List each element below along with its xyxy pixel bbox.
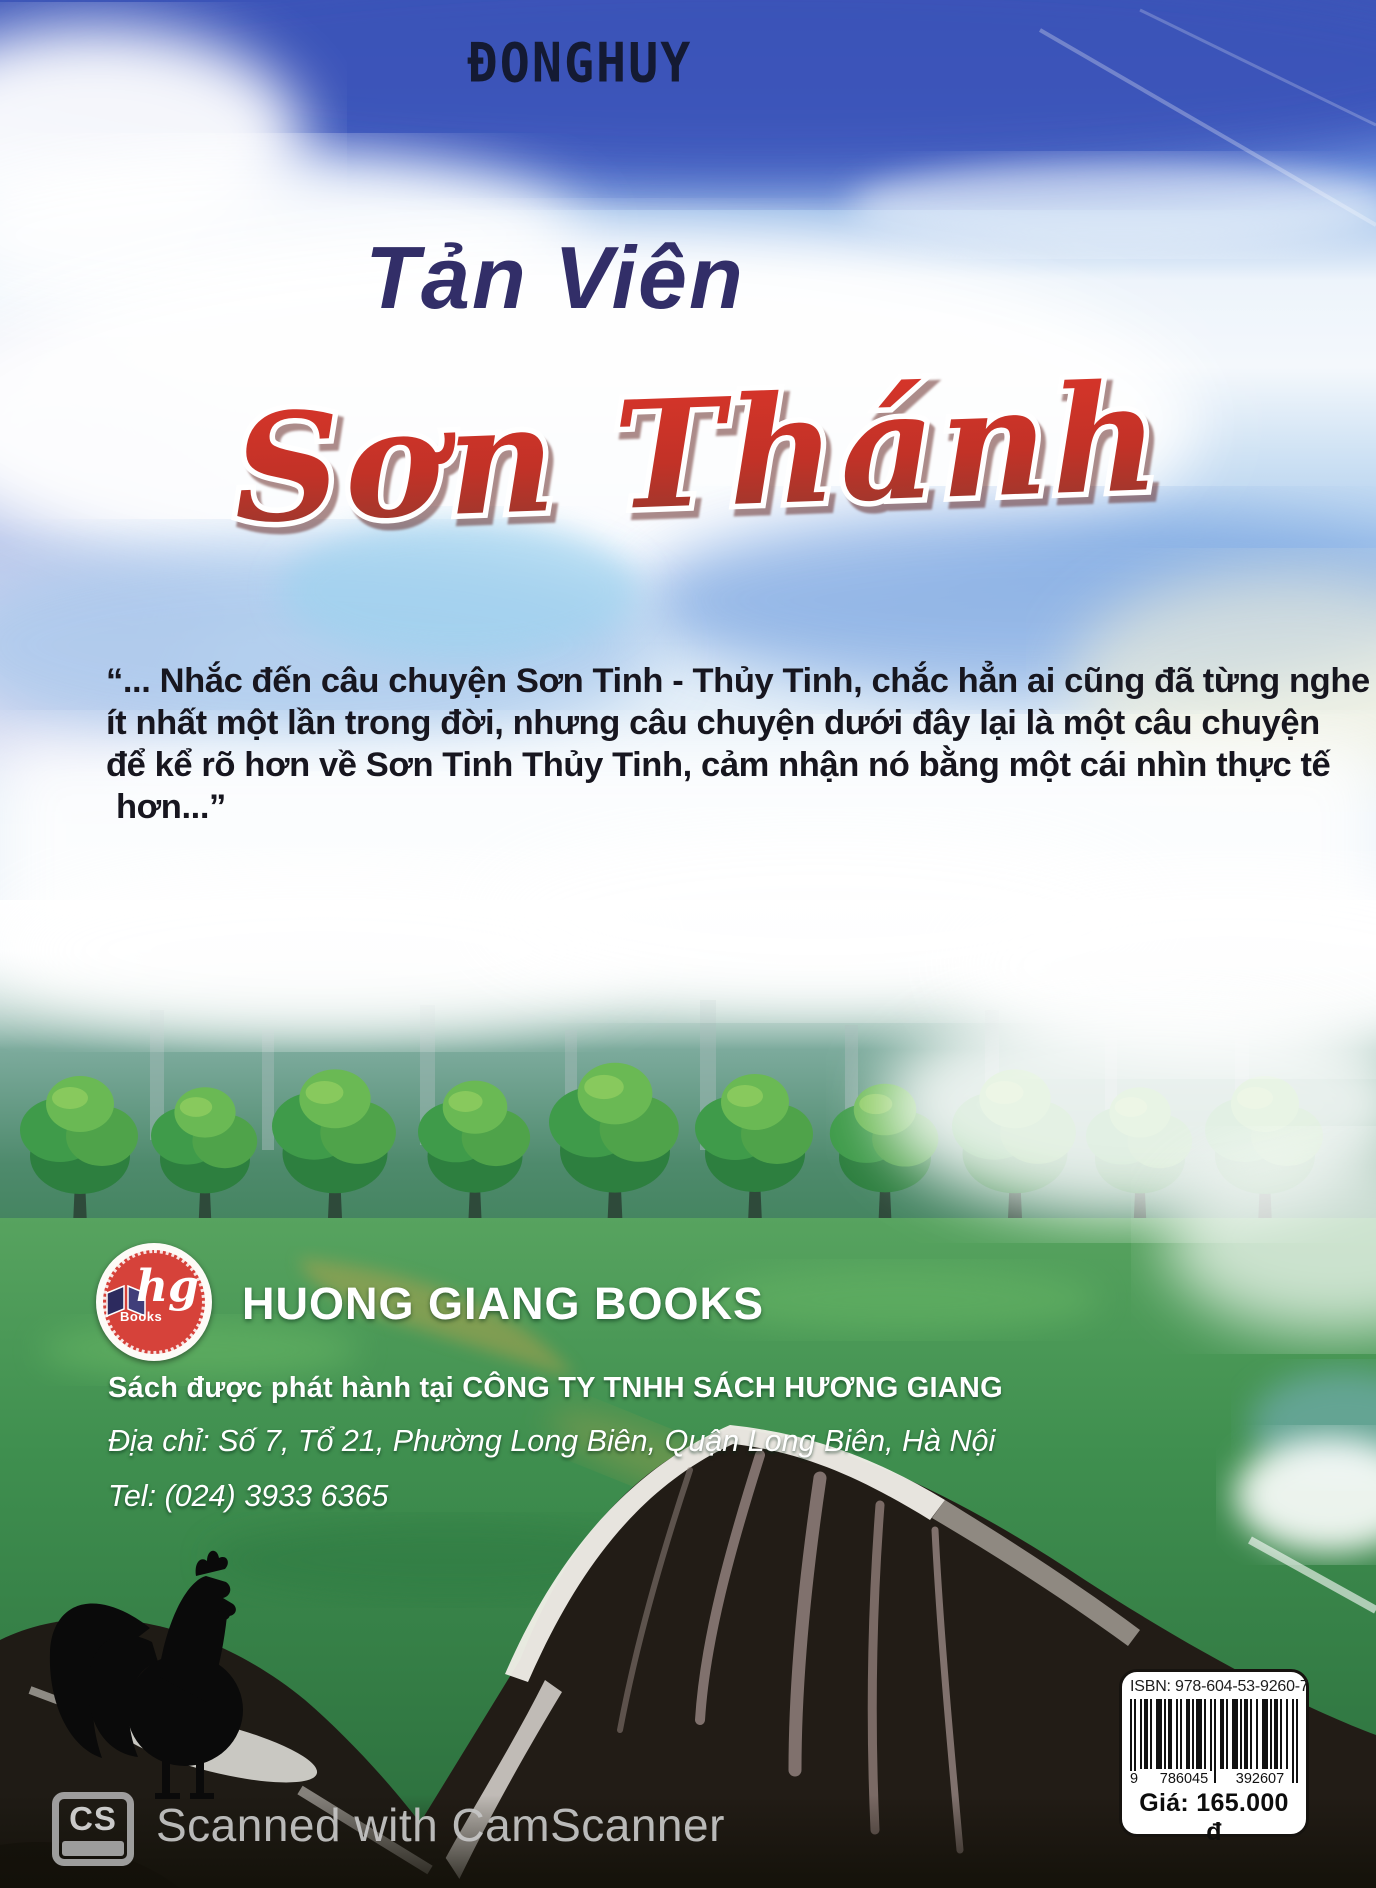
quote-line: để kể rõ hơn về Sơn Tinh Thủy Tinh, cảm nhận nó bằng một cái nhìn thực tế xyxy=(106,746,1331,784)
logo-books-label: Books xyxy=(120,1309,163,1324)
camscanner-icon-label: CS xyxy=(69,1800,117,1837)
barcode-digit-group: 392607 xyxy=(1230,1771,1290,1787)
barcode-digit-group: 9 xyxy=(1130,1771,1146,1787)
camscanner-icon-base xyxy=(62,1841,124,1856)
dong-huy-logo-text: ĐONGHUY xyxy=(467,31,693,95)
distribution-prefix: Sách được phát hành tại xyxy=(108,1372,463,1404)
logo-monogram: hg xyxy=(136,1261,199,1312)
barcode-digit-group: 786045 xyxy=(1154,1771,1214,1787)
barcode-digits xyxy=(1130,1771,1298,1787)
distribution-company: CÔNG TY TNHH SÁCH HƯƠNG GIANG xyxy=(462,1372,1003,1404)
barcode-label xyxy=(1119,1669,1309,1846)
distribution-line xyxy=(108,1372,1003,1405)
camscanner-icon xyxy=(52,1792,134,1866)
isbn-text: ISBN: 978-604-53-9260-7 xyxy=(1130,1678,1309,1695)
quote-line: “... Nhắc đến câu chuyện Sơn Tinh - Thủy Tinh, chắc hẳn ai cũng đã từng nghe xyxy=(106,662,1370,700)
publisher-phone: Tel: (024) 3933 6365 xyxy=(108,1479,389,1513)
publisher-name: HUONG GIANG BOOKS xyxy=(242,1278,765,1329)
main-title: Sơn Thánh xyxy=(230,349,1166,557)
publisher-address: Địa chỉ: Số 7, Tổ 21, Phường Long Biên, Quận Long Biên, Hà Nội xyxy=(108,1424,996,1458)
back-cover-quote xyxy=(106,660,1370,828)
quote-line: hơn...” xyxy=(116,788,226,826)
title-block xyxy=(0,0,1376,620)
series-title: Tản Viên xyxy=(365,228,745,327)
camscanner-text: Scanned with CamScanner xyxy=(156,1799,725,1851)
quote-line: ít nhất một lần trong đời, nhưng câu chuyện dưới đây lại là một câu chuyện xyxy=(106,704,1320,742)
huong-giang-logo xyxy=(96,1243,212,1361)
price-text: Giá: 165.000 đ xyxy=(1139,1789,1289,1846)
camscanner-watermark xyxy=(52,1792,725,1866)
